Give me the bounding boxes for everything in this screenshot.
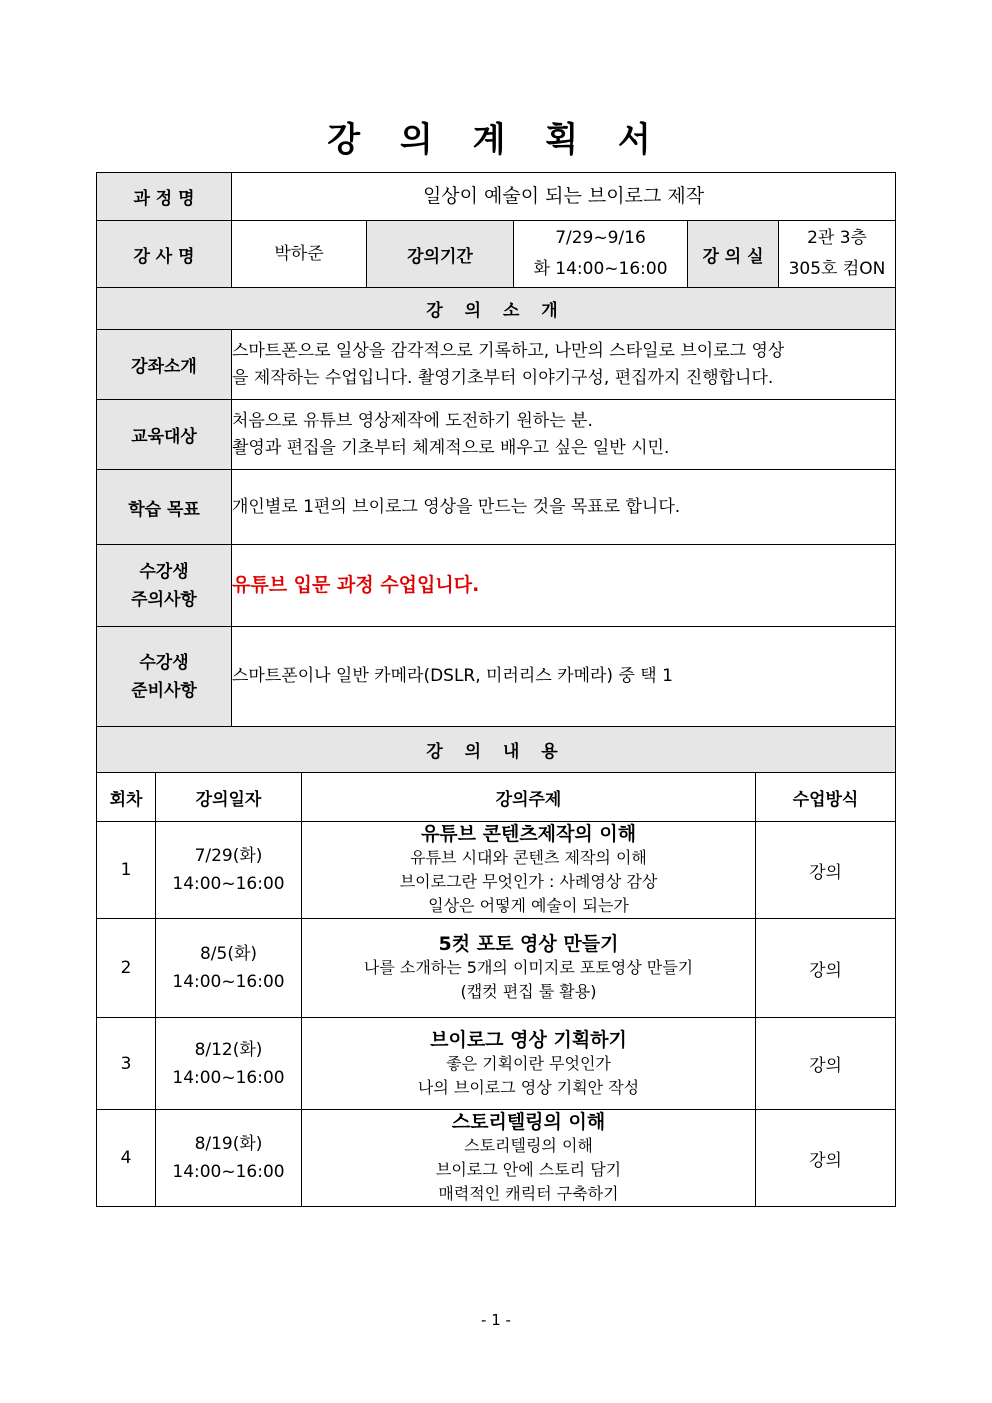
period-time: 화 14:00~16:00 xyxy=(533,259,668,279)
prep-label xyxy=(97,627,232,727)
session-date: 7/29(화) xyxy=(194,846,263,866)
topic-title: 브이로그 영상 기획하기 xyxy=(430,1028,627,1051)
topic-title: 스토리텔링의 이해 xyxy=(451,1111,606,1133)
room-number: 305호 컴ON xyxy=(788,259,886,279)
notice-warning-text: 유튜브 입문 과정 수업입니다. xyxy=(232,573,480,596)
goal-label: 학습 목표 xyxy=(97,470,232,545)
target-line-1: 처음으로 유튜브 영상제작에 도전하기 원하는 분. xyxy=(232,410,593,431)
date-cell xyxy=(156,919,302,1018)
session-time: 14:00~16:00 xyxy=(172,972,285,992)
topic-cell xyxy=(302,919,756,1018)
topic-detail: 브이로그란 무엇인가 : 사례영상 감상 xyxy=(399,872,658,891)
method-cell: 강의 xyxy=(756,1018,896,1110)
round-cell: 3 xyxy=(97,1018,156,1110)
period-label: 강의기간 xyxy=(367,221,514,288)
prep-label-line-1: 수강생 xyxy=(139,652,189,673)
notice-label-line-2: 주의사항 xyxy=(131,589,197,610)
schedule-table xyxy=(96,772,896,1207)
topic-cell xyxy=(302,822,756,919)
target-label: 교육대상 xyxy=(97,400,232,470)
session-date: 8/12(화) xyxy=(194,1039,263,1060)
topic-cell xyxy=(302,1018,756,1110)
date-cell xyxy=(156,1018,302,1110)
table-row xyxy=(97,822,896,919)
topic-detail: 스토리텔링의 이해 xyxy=(464,1136,593,1155)
topic-header: 강의주제 xyxy=(302,773,756,822)
course-name-value: 일상이 예술이 되는 브이로그 제작 xyxy=(232,173,896,221)
room-label: 강 의 실 xyxy=(688,221,779,288)
instructor-value: 박하준 xyxy=(232,221,367,288)
intro-line-1: 스마트폰으로 일상을 감각적으로 기록하고, 나만의 스타일로 브이로그 영상 xyxy=(232,340,785,361)
notice-value xyxy=(232,545,896,627)
topic-detail: 나를 소개하는 5개의 이미지로 포토영상 만들기 xyxy=(363,958,694,977)
intro-section-header: 강 의 소 개 xyxy=(97,288,896,330)
date-cell xyxy=(156,822,302,919)
topic-detail: 일상은 어떻게 예술이 되는가 xyxy=(428,896,629,915)
table-row xyxy=(97,1018,896,1110)
topic-detail: 나의 브이로그 영상 기획안 작성 xyxy=(417,1077,640,1097)
target-line-2: 촬영과 편집을 기초부터 체계적으로 배우고 싶은 일반 시민. xyxy=(232,437,670,458)
room-building: 2관 3층 xyxy=(807,228,867,248)
target-value xyxy=(232,400,896,470)
intro-value xyxy=(232,330,896,400)
topic-cell xyxy=(302,1110,756,1207)
intro-label: 강좌소개 xyxy=(97,330,232,400)
topic-detail: (캡컷 편집 툴 활용) xyxy=(460,982,597,1001)
content-section-header: 강 의 내 용 xyxy=(97,727,896,773)
topic-title: 유튜브 콘텐츠제작의 이해 xyxy=(420,823,637,845)
document-title: 강 의 계 획 서 xyxy=(327,120,665,160)
method-cell: 강의 xyxy=(756,822,896,919)
topic-detail: 브이로그 안에 스토리 담기 xyxy=(435,1160,622,1179)
notice-label xyxy=(97,545,232,627)
intro-line-2: 을 제작하는 수업입니다. 촬영기초부터 이야기구성, 편집까지 진행합니다. xyxy=(232,367,774,388)
date-cell xyxy=(156,1110,302,1207)
method-header: 수업방식 xyxy=(756,773,896,822)
table-row xyxy=(97,1110,896,1207)
round-cell: 2 xyxy=(97,919,156,1018)
prep-value: 스마트폰이나 일반 카메라(DSLR, 미러리스 카메라) 중 택 1 xyxy=(232,627,896,727)
topic-title: 5컷 포토 영상 만들기 xyxy=(438,933,619,955)
table-row xyxy=(97,919,896,1018)
session-date: 8/19(화) xyxy=(194,1134,263,1154)
session-time: 14:00~16:00 xyxy=(172,1067,285,1088)
topic-detail: 유튜브 시대와 콘텐츠 제작의 이해 xyxy=(410,848,647,867)
room-value xyxy=(779,221,896,288)
period-dates: 7/29~9/16 xyxy=(555,228,646,248)
period-value xyxy=(514,221,688,288)
notice-label-line-1: 수강생 xyxy=(139,561,189,582)
prep-label-line-2: 준비사항 xyxy=(131,680,197,701)
session-date: 8/5(화) xyxy=(199,944,258,964)
method-cell: 강의 xyxy=(756,919,896,1018)
session-time: 14:00~16:00 xyxy=(172,1162,285,1182)
topic-detail: 매력적인 캐릭터 구축하기 xyxy=(438,1184,619,1203)
round-header: 회차 xyxy=(97,773,156,822)
page-number: - 1 - xyxy=(481,1311,511,1329)
course-info-table xyxy=(96,172,896,773)
round-cell: 1 xyxy=(97,822,156,919)
session-time: 14:00~16:00 xyxy=(172,874,285,894)
date-header: 강의일자 xyxy=(156,773,302,822)
goal-value: 개인별로 1편의 브이로그 영상을 만드는 것을 목표로 합니다. xyxy=(232,470,896,545)
method-cell: 강의 xyxy=(756,1110,896,1207)
topic-detail: 좋은 기획이란 무엇인가 xyxy=(446,1053,611,1073)
course-name-label: 과 정 명 xyxy=(97,173,232,221)
instructor-label: 강 사 명 xyxy=(97,221,232,288)
round-cell: 4 xyxy=(97,1110,156,1207)
